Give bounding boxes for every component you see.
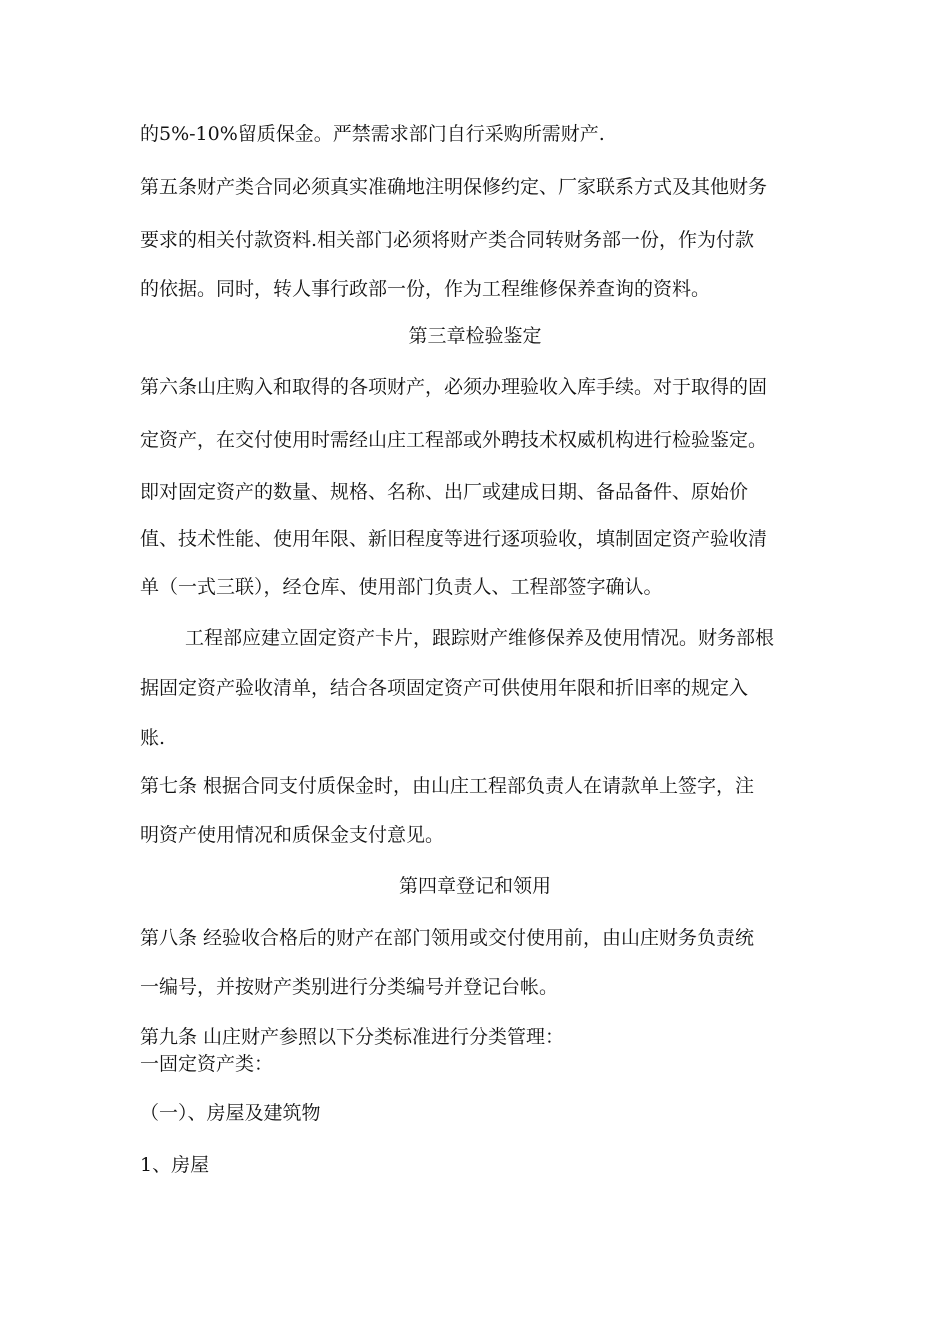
article-5-line: 第五条财产类合同必须真实准确地注明保修约定、厂家联系方式及其他财务 bbox=[140, 176, 768, 198]
text-line: 一编号，并按财产类别进行分类编号并登记台帐。 bbox=[140, 976, 559, 998]
text-line: 明资产使用情况和质保金支付意见。 bbox=[140, 824, 445, 846]
text-line: 账. bbox=[140, 727, 166, 749]
chapter-3-heading: 第三章检验鉴定 bbox=[408, 325, 542, 347]
chapter-4-heading: 第四章登记和领用 bbox=[398, 875, 551, 897]
text-line: 即对固定资产的数量、规格、名称、出厂或建成日期、备品备件、原始价 bbox=[140, 481, 749, 503]
indented-paragraph-line: 工程部应建立固定资产卡片，跟踪财产维修保养及使用情况。财务部根 bbox=[185, 627, 775, 649]
article-8-line: 第八条 经验收合格后的财产在部门领用或交付使用前，由山庄财务负责统 bbox=[140, 927, 755, 949]
article-7-line: 第七条 根据合同支付质保金时，由山庄工程部负责人在请款单上签字，注 bbox=[140, 775, 755, 797]
text-line: 据固定资产验收清单，结合各项固定资产可供使用年限和折旧率的规定入 bbox=[140, 677, 749, 699]
subcategory-line: （一）、房屋及建筑物 bbox=[140, 1102, 321, 1124]
text-line: 值、技术性能、使用年限、新旧程度等进行逐项验收，填制固定资产验收清 bbox=[140, 528, 768, 550]
text-line: 要求的相关付款资料.相关部门必须将财产类合同转财务部一份，作为付款 bbox=[140, 229, 755, 251]
text-line: 的5%-10%留质保金。严禁需求部门自行采购所需财产. bbox=[140, 123, 605, 145]
category-line: 一固定资产类： bbox=[140, 1053, 274, 1075]
text-line: 定资产，在交付使用时需经山庄工程部或外聘技术权威机构进行检验鉴定。 bbox=[140, 429, 768, 451]
item-line: 1、房屋 bbox=[140, 1154, 210, 1176]
article-6-line: 第六条山庄购入和取得的各项财产，必须办理验收入库手续。对于取得的固 bbox=[140, 376, 768, 398]
text-line: 的依据。同时，转人事行政部一份，作为工程维修保养查询的资料。 bbox=[140, 278, 711, 300]
article-9-line: 第九条 山庄财产参照以下分类标准进行分类管理： bbox=[140, 1026, 565, 1048]
text-line: 单（一式三联），经仓库、使用部门负责人、工程部签字确认。 bbox=[140, 576, 663, 598]
